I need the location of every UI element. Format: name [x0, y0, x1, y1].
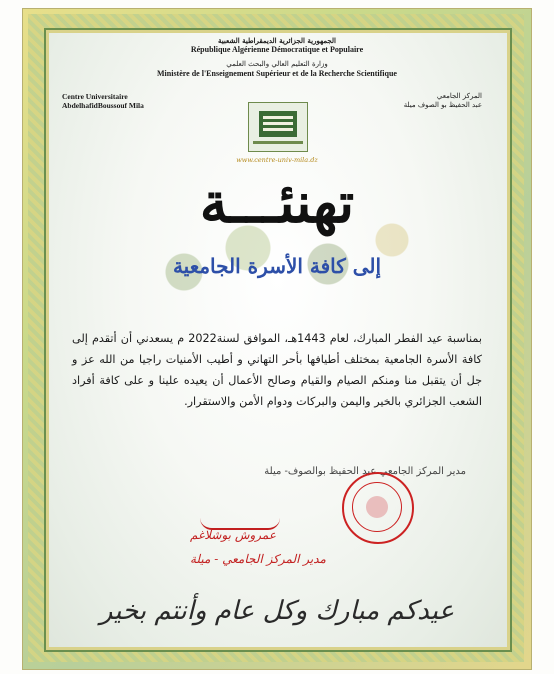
ministry-french: Ministère de l'Enseignement Supérieur et de la Recherche Scientifique [157, 69, 397, 78]
closing-calligraphy: عيدكم مبارك وكل عام وأنتم بخير [99, 596, 455, 626]
republic-arabic: الجمهورية الجزائرية الديمقراطية الشعبية [217, 36, 336, 45]
official-stamp-icon [342, 472, 414, 544]
republic-french: République Algérienne Démocratique et Populaire [190, 45, 364, 54]
page-title: تهنئـــة [199, 170, 355, 236]
website-url: www.centre-univ-mila.dz [236, 156, 318, 164]
ministry-arabic: وزارة التعليم العالي والبحث العلمي [226, 60, 328, 68]
institution-ar-line2: عبد الحفيظ بو الصوف ميلة [403, 101, 482, 109]
page-subtitle: إلى كافة الأسرة الجامعية [172, 254, 382, 278]
signatory-title: مدير المركز الجامعي عبد الحفيظ بوالصوف- ميلة [264, 466, 466, 477]
institution-fr-line2: AbdelhafidBoussouf Mila [62, 101, 144, 110]
institution-ar-line1: المركز الجامعي [436, 92, 482, 100]
institution-fr-line1: Centre Universitaire [62, 92, 128, 101]
message-body: بمناسبة عيد الفطر المبارك، لعام 1443هـ، الموافق لسنة2022 م يسعدني أن أتقدم إلى كافة الأسرة الجامعية بمختلف أطيافها بأحر التهاني و أطيب الأمنيات راجيا من الله عز و جل أن يتقبل منا ومنكم الصيام والقيام وصالح الأعمال أن يعيده علينا و على كافة أفراد الشعب الجزائري بالخير واليمن والبركات ودوام الأمن والاستقرار. [72, 332, 482, 408]
university-logo-icon [248, 102, 308, 152]
signatory-handwritten-title: مدير المركز الجامعي - ميلة [190, 552, 326, 566]
signatory-name: عمروش بوشلاغم [190, 528, 276, 542]
